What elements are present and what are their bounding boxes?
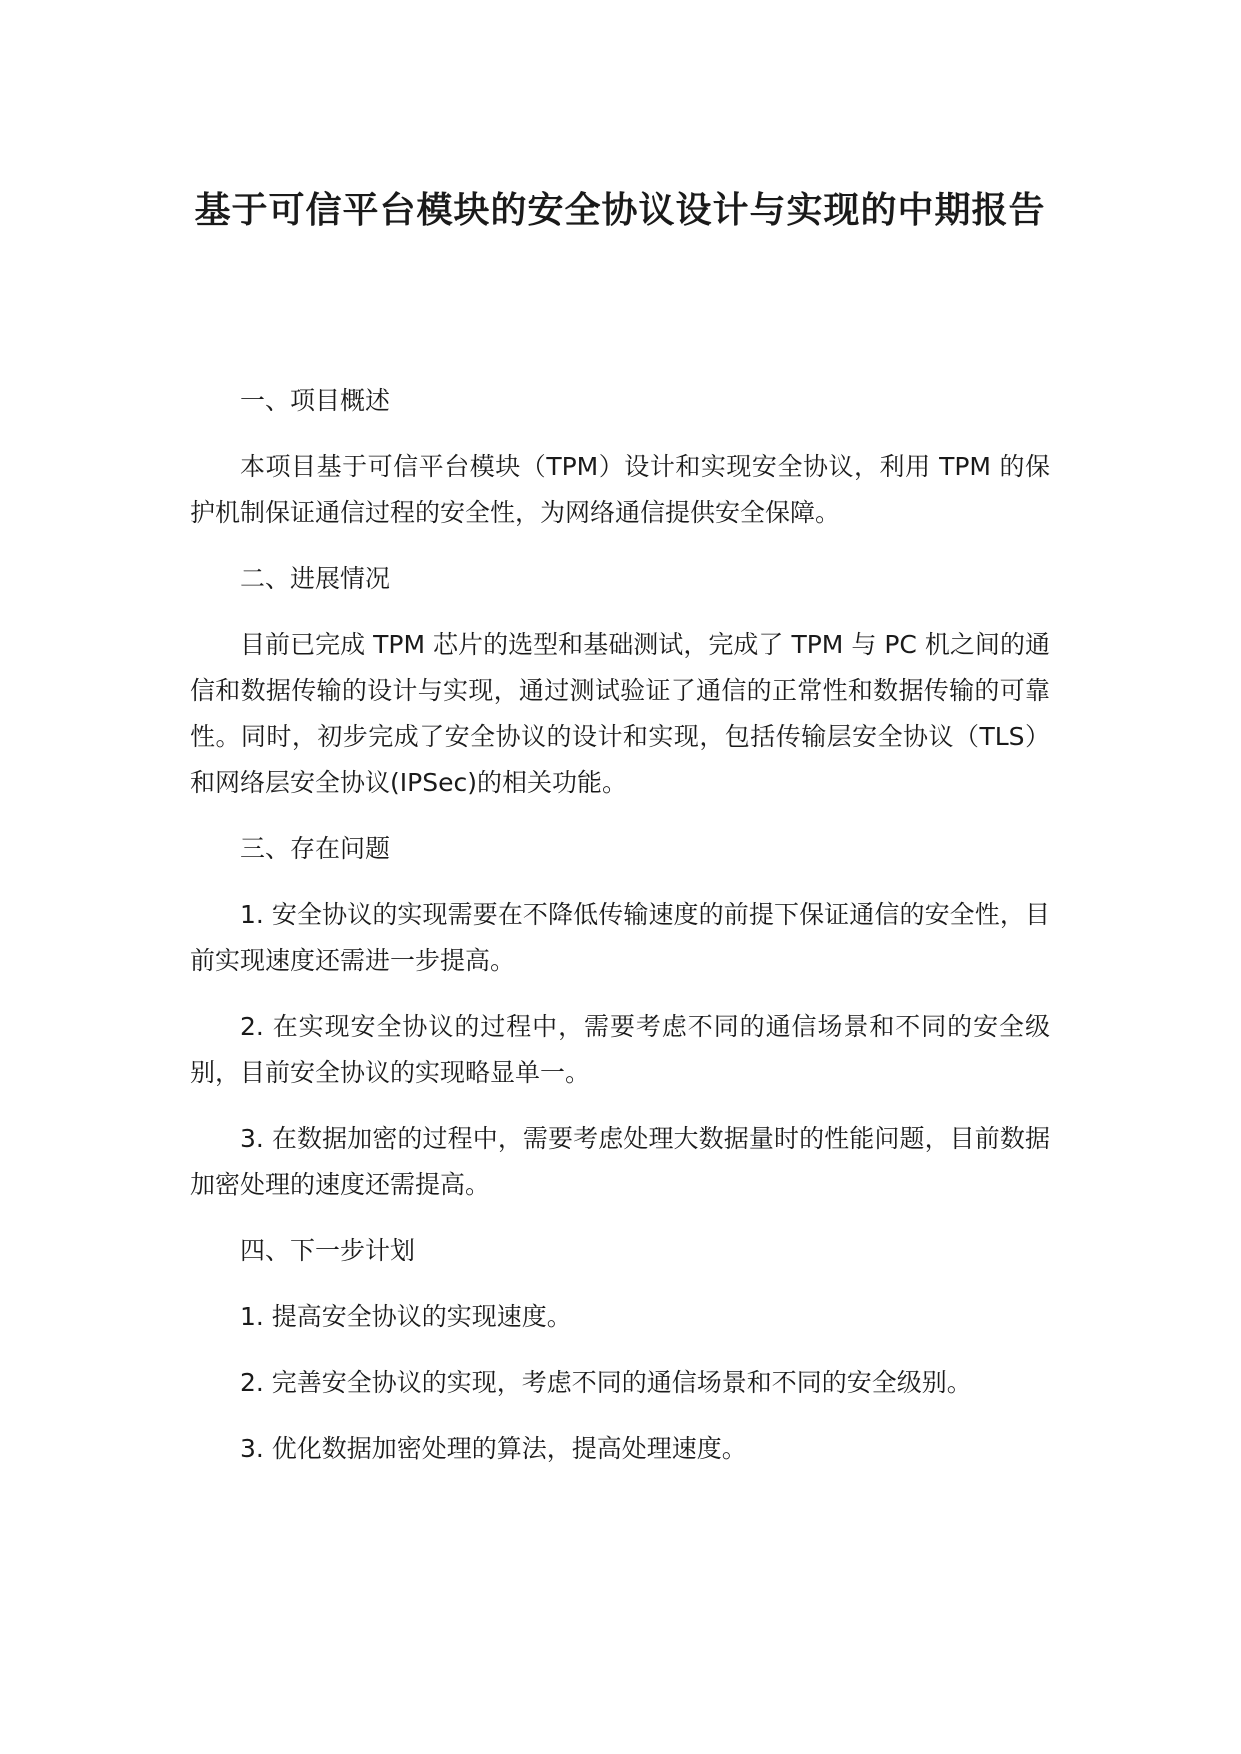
issue-item-3: 3. 在数据加密的过程中，需要考虑处理大数据量时的性能问题，目前数据加密处理的速度还需提高。 — [190, 1124, 1050, 1199]
section-heading-progress: 二、进展情况 — [240, 564, 391, 593]
issue-item-2: 2. 在实现安全协议的过程中，需要考虑不同的通信场景和不同的安全级别，目前安全协议的实现略显单一。 — [190, 1012, 1050, 1087]
section-heading-overview: 一、项目概述 — [240, 386, 391, 415]
paragraph-progress: 目前已完成 TPM 芯片的选型和基础测试，完成了 TPM 与 PC 机之间的通信和数据传输的设计与实现，通过测试验证了通信的正常性和数据传输的可靠性。同时，初步完成了安全协议的设计和实现，包括传输层安全协议（TLS）和网络层安全协议(IPSec)的相关功能。 — [190, 630, 1050, 797]
issue-item-1: 1. 安全协议的实现需要在不降低传输速度的前提下保证通信的安全性，目前实现速度还需进一步提高。 — [190, 900, 1050, 975]
section-heading-next-steps: 四、下一步计划 — [240, 1236, 416, 1265]
plan-item-1: 1. 提高安全协议的实现速度。 — [240, 1302, 572, 1331]
document-title: 基于可信平台模块的安全协议设计与实现的中期报告 — [194, 190, 1046, 231]
plan-item-3: 3. 优化数据加密处理的算法，提高处理速度。 — [240, 1434, 747, 1463]
paragraph-overview: 本项目基于可信平台模块（TPM）设计和实现安全协议，利用 TPM 的保护机制保证通信过程的安全性，为网络通信提供安全保障。 — [190, 452, 1050, 527]
plan-item-2: 2. 完善安全协议的实现，考虑不同的通信场景和不同的安全级别。 — [240, 1368, 972, 1397]
section-heading-issues: 三、存在问题 — [240, 834, 391, 863]
document-body — [190, 378, 1050, 1492]
